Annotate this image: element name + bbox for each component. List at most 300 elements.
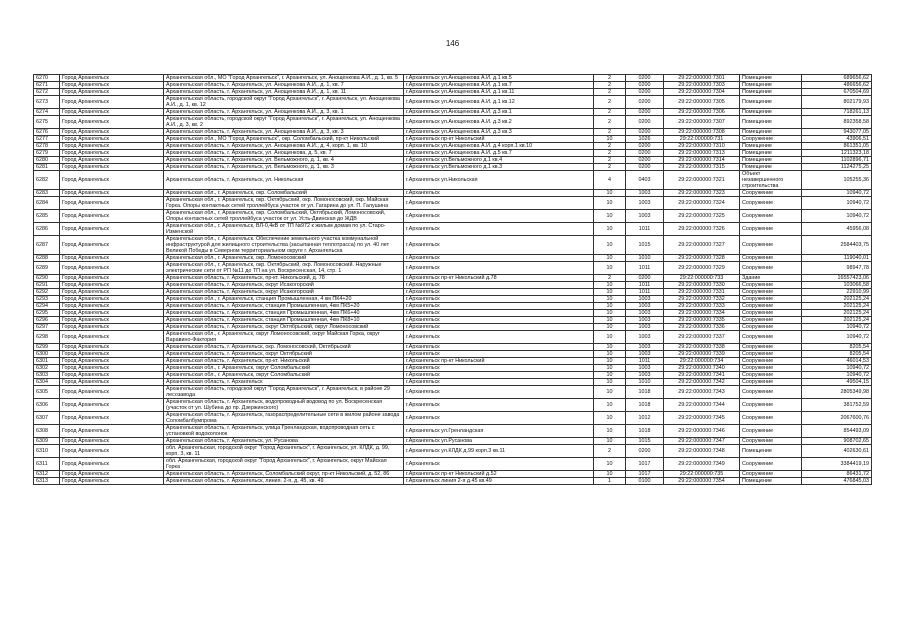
table-row [34, 438, 872, 445]
type-code-cell: 2 [594, 82, 626, 89]
short-address-cell: г.Архангельск [404, 324, 594, 331]
municipality-cell: Город Архангельск [60, 438, 164, 445]
row-number-cell: 6290 [34, 275, 60, 282]
full-address-cell: Архангельская обл., МО "Город Архангельск", г. Архангельск, ул. Анощенкова А.И., д. 1, кв. 5 [164, 75, 404, 82]
row-number-cell: 6303 [34, 372, 60, 379]
table-row [34, 282, 872, 289]
full-address-cell: Архангельская область, г. Архангельск, ул. Вельможного, д. 1, кв. 4 [164, 157, 404, 164]
full-address-cell: Архангельская область, г. Архангельск, газораспределительные сети в жилом районе завода Соломбалбумпрома [164, 412, 404, 425]
short-address-cell: г.Архангельск ул.Никольская [404, 171, 594, 190]
category-code-cell: 1003 [626, 210, 664, 223]
row-number-cell: 6285 [34, 210, 60, 223]
municipality-cell: Город Архангельск [60, 412, 164, 425]
cost-cell: 105255,36 [802, 171, 872, 190]
type-code-cell: 2 [594, 109, 626, 116]
cost-cell: 861351,05 [802, 143, 872, 150]
municipality-cell: Город Архангельск [60, 96, 164, 109]
type-code-cell: 10 [594, 412, 626, 425]
short-address-cell: г.Архангельск [404, 296, 594, 303]
full-address-cell: Архангельская область, г. Архангельск, ул. Вельможного, д. 1, кв. 3 [164, 164, 404, 171]
cadastral-number-cell: 29:22:000000:7332 [664, 296, 740, 303]
cadastral-number-cell: 29:22:000000:7334 [664, 310, 740, 317]
short-address-cell: г.Архангельск ул.Анощенкова А.И. д.5 кв.7 [404, 150, 594, 157]
short-address-cell: г.Архангельск пр-кт Никольский д.52 [404, 471, 594, 478]
row-number-cell: 6270 [34, 75, 60, 82]
full-address-cell: Архангельская обл., г. Архангельск, округ Ломоносовский, округ Майская Горка, округ Варавино-Фактория [164, 331, 404, 344]
row-number-cell: 6279 [34, 150, 60, 157]
cadastral-number-cell: 29:22:000000:7338 [664, 344, 740, 351]
cost-cell: 670504,69 [802, 89, 872, 96]
cadastral-number-cell: 29:22:000000:7346 [664, 425, 740, 438]
cost-cell: 10940,72 [802, 190, 872, 197]
full-address-cell: Архангельская область, г. Архангельск, округ Октябрьский [164, 351, 404, 358]
cadastral-number-cell: 29:22:000000:7310 [664, 143, 740, 150]
short-address-cell: г.Архангельск ул.Гренландская [404, 425, 594, 438]
full-address-cell: Архангельская обл., г. Архангельск, окр. Соломбальский, Октябрьский, Ломоносовский, Опоры контактных сетей троллейбуса участок от ул. Усть-Двинская до ЖДВ [164, 210, 404, 223]
object-type-cell: Помещение [740, 478, 802, 485]
object-type-cell: Сооружение [740, 303, 802, 310]
cost-cell: 718261,13 [802, 109, 872, 116]
category-code-cell: 1003 [626, 344, 664, 351]
type-code-cell: 10 [594, 223, 626, 236]
type-code-cell: 10 [594, 458, 626, 471]
short-address-cell: г.Архангельск ул.Вельможного д.1 кв.4 [404, 157, 594, 164]
municipality-cell: Город Архангельск [60, 262, 164, 275]
cadastral-number-cell: 29:22:000000:7324 [664, 197, 740, 210]
type-code-cell: 10 [594, 262, 626, 275]
full-address-cell: Архангельская область, г. Архангельск, линия. 2-я, д. 45, кв. 49 [164, 478, 404, 485]
object-type-cell: Сооружение [740, 386, 802, 399]
cadastral-number-cell: 29:22:000000:7301 [664, 75, 740, 82]
table-row [34, 351, 872, 358]
category-code-cell: 1003 [626, 190, 664, 197]
full-address-cell: Архангельская область, г. Архангельск [164, 379, 404, 386]
type-code-cell: 10 [594, 351, 626, 358]
type-code-cell: 10 [594, 438, 626, 445]
cadastral-number-cell: 29:22:000000:734 [664, 358, 740, 365]
short-address-cell: г.Архангельск ул.КЛДК д.99 корп.3 кв.11 [404, 445, 594, 458]
full-address-cell: Архангельская обл., г. Архангельск. Обеспечение земельного участка коммунальной инфраструктурой для жилищного строительства (засыпанная теплотрасса) по ул. 40 лет Великой Победы в Северном территориальном округе г. Архангельска [164, 236, 404, 255]
table-row [34, 372, 872, 379]
row-number-cell: 6308 [34, 425, 60, 438]
category-code-cell: 0200 [626, 116, 664, 129]
object-type-cell: Сооружение [740, 296, 802, 303]
table-row [34, 478, 872, 485]
row-number-cell: 6291 [34, 282, 60, 289]
short-address-cell: г.Архангельск [404, 236, 594, 255]
cost-cell: 892358,58 [802, 116, 872, 129]
cadastral-number-cell: 29:22:000000:7345 [664, 412, 740, 425]
object-type-cell: Помещение [740, 109, 802, 116]
cadastral-number-cell: 29:22:000000:7344 [664, 399, 740, 412]
category-code-cell: 1003 [626, 296, 664, 303]
category-code-cell: 1011 [626, 282, 664, 289]
type-code-cell: 2 [594, 150, 626, 157]
full-address-cell: Архангельская область, г. Архангельск, ул. Анощенкова, д. 5, кв. 7 [164, 150, 404, 157]
object-type-cell: Сооружение [740, 365, 802, 372]
category-code-cell: 0200 [626, 129, 664, 136]
table-row [34, 171, 872, 190]
row-number-cell: 6298 [34, 331, 60, 344]
table-row [34, 358, 872, 365]
municipality-cell: Город Архангельск [60, 399, 164, 412]
cadastral-number-cell: 29:22:000000:733 [664, 275, 740, 282]
table-row [34, 317, 872, 324]
object-type-cell: Сооружение [740, 471, 802, 478]
row-number-cell: 6297 [34, 324, 60, 331]
object-type-cell: Сооружение [740, 236, 802, 255]
type-code-cell: 2 [594, 89, 626, 96]
full-address-cell: Архангельская область, городской округ "Город Архангельск", г. Архангельск, ул. Анощенкова А.И., д. 1, кв. 12 [164, 96, 404, 109]
object-type-cell: Сооружение [740, 324, 802, 331]
type-code-cell: 1 [594, 478, 626, 485]
type-code-cell: 10 [594, 386, 626, 399]
object-type-cell: Помещение [740, 75, 802, 82]
municipality-cell: Город Архангельск [60, 379, 164, 386]
cost-cell: 1211323,18 [802, 150, 872, 157]
municipality-cell: Город Архангельск [60, 310, 164, 317]
object-type-cell: Сооружение [740, 136, 802, 143]
category-code-cell: 1010 [626, 379, 664, 386]
short-address-cell: г.Архангельск линия 2-я д.45 кв.49 [404, 478, 594, 485]
short-address-cell: г.Архангельск [404, 210, 594, 223]
table-row [34, 136, 872, 143]
cadastral-number-cell: 29:22:000000:7333 [664, 303, 740, 310]
municipality-cell: Город Архангельск [60, 136, 164, 143]
short-address-cell: г.Архангельск [404, 282, 594, 289]
cadastral-number-cell: 29:22:000000:7304 [664, 89, 740, 96]
type-code-cell: 10 [594, 236, 626, 255]
municipality-cell: Город Архангельск [60, 150, 164, 157]
row-number-cell: 6273 [34, 96, 60, 109]
full-address-cell: Архангельская обл., г. Архангельск, станция Промышленная, 4 км ПК4+20 [164, 296, 404, 303]
municipality-cell: Город Архангельск [60, 116, 164, 129]
municipality-cell: Город Архангельск [60, 75, 164, 82]
table-row [34, 164, 872, 171]
category-code-cell: 0403 [626, 171, 664, 190]
full-address-cell: Архангельская обл., г. Архангельск, окр. Октябрьский, окр. Ломоносовский. Наружные электрические сети от РП №11 до ТП на ул. Воскресенская, 14, стр. 1 [164, 262, 404, 275]
type-code-cell: 10 [594, 197, 626, 210]
cost-cell: 86431,72 [802, 471, 872, 478]
short-address-cell: г.Архангельск ул.Анощенкова А.И. д.1 кв.5 [404, 75, 594, 82]
cadastral-number-cell: 29:22:000000:7314 [664, 157, 740, 164]
municipality-cell: Город Архангельск [60, 386, 164, 399]
object-type-cell: Сооружение [740, 379, 802, 386]
row-number-cell: 6293 [34, 296, 60, 303]
cadastral-number-cell: 29:22:000000:7303 [664, 82, 740, 89]
cadastral-number-cell: 29:22:000000:7327 [664, 236, 740, 255]
cadastral-number-cell: 29:22:000000:7305 [664, 96, 740, 109]
category-code-cell: 1011 [626, 223, 664, 236]
type-code-cell: 10 [594, 296, 626, 303]
municipality-cell: Город Архангельск [60, 236, 164, 255]
full-address-cell: Архангельская область, городской округ "Город Архангельск", г. Архангельск, ул. Анощенкова А.И., д. 3, кв. 2 [164, 116, 404, 129]
category-code-cell: 1003 [626, 351, 664, 358]
full-address-cell: Архангельская область, г. Архангельск, ул. Никольская [164, 171, 404, 190]
row-number-cell: 6289 [34, 262, 60, 275]
table-row [34, 223, 872, 236]
object-type-cell: Сооружение [740, 458, 802, 471]
category-code-cell: 1015 [626, 236, 664, 255]
category-code-cell: 1003 [626, 372, 664, 379]
category-code-cell: 0200 [626, 96, 664, 109]
object-type-cell: Сооружение [740, 438, 802, 445]
cost-cell: 98947,78 [802, 262, 872, 275]
short-address-cell: г.Архангельск [404, 379, 594, 386]
table-row [34, 331, 872, 344]
full-address-cell: Архангельская обл., г. Архангельск, округ Соломбальский [164, 365, 404, 372]
object-type-cell: Сооружение [740, 210, 802, 223]
type-code-cell: 2 [594, 75, 626, 82]
object-type-cell: Сооружение [740, 399, 802, 412]
municipality-cell: Город Архангельск [60, 303, 164, 310]
cadastral-number-cell: 29:22:000000:7348 [664, 445, 740, 458]
cost-cell: 689656,62 [802, 75, 872, 82]
cost-cell: 10940,72 [802, 210, 872, 223]
registry-table [33, 74, 872, 485]
row-number-cell: 6274 [34, 109, 60, 116]
full-address-cell: Архангельская область, г. Архангельск, улица Гренландская, водопроводная сеть с установкой водоколонок [164, 425, 404, 438]
table-row [34, 386, 872, 399]
cost-cell: 3384419,19 [802, 458, 872, 471]
row-number-cell: 6304 [34, 379, 60, 386]
category-code-cell: 1017 [626, 471, 664, 478]
table-row [34, 116, 872, 129]
full-address-cell: Архангельская область, г. Архангельск, ул. Русанова [164, 438, 404, 445]
table-row [34, 150, 872, 157]
type-code-cell: 10 [594, 399, 626, 412]
cadastral-number-cell: 29:22:000000:7343 [664, 386, 740, 399]
full-address-cell: Архангельская обл., г. Архангельск, окр. Октябрьский, окр. Ломоносовский, окр. Майская Горка. Опоры контактных сетей троллейбуса участок от ул. Гагарина до ул. П. Галушина [164, 197, 404, 210]
row-number-cell: 6276 [34, 129, 60, 136]
category-code-cell: 1003 [626, 317, 664, 324]
full-address-cell: Архангельская область, городской округ "Город Архангельск", г. Архангельск, в районе 29 лесозавода [164, 386, 404, 399]
cadastral-number-cell: 29:22:000000:7349 [664, 458, 740, 471]
cadastral-number-cell: 29:22:000000:7339 [664, 351, 740, 358]
type-code-cell: 10 [594, 324, 626, 331]
table-row [34, 365, 872, 372]
category-code-cell: 1018 [626, 386, 664, 399]
object-type-cell: Сооружение [740, 425, 802, 438]
cost-cell: 202125,24 [802, 296, 872, 303]
municipality-cell: Город Архангельск [60, 478, 164, 485]
object-type-cell: Помещение [740, 143, 802, 150]
type-code-cell: 10 [594, 303, 626, 310]
type-code-cell: 10 [594, 379, 626, 386]
cadastral-number-cell: 29:22:000000:7331 [664, 289, 740, 296]
municipality-cell: Город Архангельск [60, 471, 164, 478]
object-type-cell: Помещение [740, 116, 802, 129]
type-code-cell: 10 [594, 358, 626, 365]
cadastral-number-cell: 29:22:000000:7326 [664, 223, 740, 236]
category-code-cell: 0200 [626, 157, 664, 164]
cost-cell: 854493,09 [802, 425, 872, 438]
row-number-cell: 6312 [34, 471, 60, 478]
category-code-cell: 1011 [626, 262, 664, 275]
municipality-cell: Город Архангельск [60, 324, 164, 331]
short-address-cell: г.Архангельск пр-кт Никольский [404, 136, 594, 143]
cost-cell: 381752,59 [802, 399, 872, 412]
type-code-cell: 4 [594, 171, 626, 190]
category-code-cell: 1003 [626, 331, 664, 344]
municipality-cell: Город Архангельск [60, 157, 164, 164]
category-code-cell: 1003 [626, 310, 664, 317]
full-address-cell: Архангельская обл., МО "Город Архангельск", окр. Соломбальский, пр-кт Никольский [164, 136, 404, 143]
category-code-cell: 1015 [626, 438, 664, 445]
object-type-cell: Помещение [740, 157, 802, 164]
municipality-cell: Город Архангельск [60, 425, 164, 438]
type-code-cell: 10 [594, 289, 626, 296]
cost-cell: 22910,99 [802, 289, 872, 296]
cost-cell: 8205,54 [802, 344, 872, 351]
full-address-cell: Архангельская область, г. Архангельск, водопроводный водовод по ул. Воскресенская (участок от ул. Шубина до пр. Дзержинского) [164, 399, 404, 412]
object-type-cell: Сооружение [740, 412, 802, 425]
full-address-cell: Архангельская область, г. Архангельск, ул. Анощенкова А.И., д. 1, кв. 11 [164, 89, 404, 96]
table-row [34, 262, 872, 275]
cost-cell: 202125,24 [802, 310, 872, 317]
municipality-cell: Город Архангельск [60, 164, 164, 171]
category-code-cell: 0200 [626, 275, 664, 282]
row-number-cell: 6278 [34, 143, 60, 150]
row-number-cell: 6275 [34, 116, 60, 129]
object-type-cell: Объект незавершенного строительства [740, 171, 802, 190]
cadastral-number-cell: 29:22:000000:7321 [664, 171, 740, 190]
full-address-cell: Архангельская область, г. Архангельск, станция Промышленная, 4км ПК8+10 [164, 317, 404, 324]
cost-cell: 2067600,76 [802, 412, 872, 425]
cost-cell: 402630,61 [802, 445, 872, 458]
table-row [34, 255, 872, 262]
category-code-cell: 0200 [626, 143, 664, 150]
full-address-cell: Архангельская область, г. Архангельск, округ Октябрьский, округ Ломоносовский [164, 324, 404, 331]
row-number-cell: 6300 [34, 351, 60, 358]
cost-cell: 43906,51 [802, 136, 872, 143]
full-address-cell: Архангельская область, г. Архангельск, станция Промышленная, 4км ПК5+20 [164, 303, 404, 310]
object-type-cell: Сооружение [740, 282, 802, 289]
cost-cell: 119040,01 [802, 255, 872, 262]
category-code-cell: 1003 [626, 303, 664, 310]
full-address-cell: обл. Архангельская, городской округ "Город Архангельск", г. Архангельск, округ Майская Горка [164, 458, 404, 471]
type-code-cell: 2 [594, 445, 626, 458]
type-code-cell: 2 [594, 275, 626, 282]
cost-cell: 10940,72 [802, 197, 872, 210]
category-code-cell: 1018 [626, 425, 664, 438]
row-number-cell: 6288 [34, 255, 60, 262]
type-code-cell: 10 [594, 282, 626, 289]
short-address-cell: г.Архангельск ул.Анощенкова А.И. д.3 кв.1 [404, 109, 594, 116]
full-address-cell: Архангельская обл., г. Архангельск, ВЛ-0,4кВ от ТП №972 к жилым домам по ул. Старо-Изменской [164, 223, 404, 236]
municipality-cell: Город Архангельск [60, 171, 164, 190]
type-code-cell: 10 [594, 317, 626, 324]
cadastral-number-cell: 29:22:000000:7336 [664, 324, 740, 331]
short-address-cell: г.Архангельск ул.Анощенкова А.И. д.1 кв.7 [404, 82, 594, 89]
type-code-cell: 10 [594, 344, 626, 351]
table-row [34, 109, 872, 116]
cost-cell: 2584403,75 [802, 236, 872, 255]
municipality-cell: Город Архангельск [60, 317, 164, 324]
short-address-cell: г.Архангельск [404, 365, 594, 372]
table-row [34, 289, 872, 296]
cost-cell: 1124275,25 [802, 164, 872, 171]
cadastral-number-cell: 29:22:000000:7323 [664, 190, 740, 197]
type-code-cell: 2 [594, 143, 626, 150]
row-number-cell: 6301 [34, 358, 60, 365]
full-address-cell: Архангельская область, г. Архангельск, Соломбальский округ, пр-кт Никольский, д. 52, 86 [164, 471, 404, 478]
full-address-cell: Архангельская обл., г. Архангельск, округ Соломбальский [164, 372, 404, 379]
object-type-cell: Сооружение [740, 289, 802, 296]
row-number-cell: 6287 [34, 236, 60, 255]
cadastral-number-cell: 29:22:000000:7330 [664, 282, 740, 289]
row-number-cell: 6281 [34, 164, 60, 171]
category-code-cell: 1011 [626, 358, 664, 365]
municipality-cell: Город Архангельск [60, 365, 164, 372]
row-number-cell: 6277 [34, 136, 60, 143]
cost-cell: 802179,93 [802, 96, 872, 109]
row-number-cell: 6292 [34, 289, 60, 296]
full-address-cell: Архангельская область, г. Архангельск, ул. Анощенкова А.И., д. 3, кв. 1 [164, 109, 404, 116]
type-code-cell: 10 [594, 425, 626, 438]
category-code-cell: 0100 [626, 478, 664, 485]
type-code-cell: 10 [594, 136, 626, 143]
municipality-cell: Город Архангельск [60, 129, 164, 136]
object-type-cell: Помещение [740, 150, 802, 157]
object-type-cell: Сооружение [740, 223, 802, 236]
cadastral-number-cell: 29:22:000000:7341 [664, 372, 740, 379]
category-code-cell: 0200 [626, 150, 664, 157]
cost-cell: 943077,05 [802, 129, 872, 136]
table-row [34, 143, 872, 150]
category-code-cell: 0200 [626, 82, 664, 89]
municipality-cell: Город Архангельск [60, 143, 164, 150]
table-row [34, 412, 872, 425]
full-address-cell: Архангельская обл., г. Архангельск, окр. Соломбальский [164, 190, 404, 197]
type-code-cell: 10 [594, 210, 626, 223]
page-number: 146 [445, 39, 460, 48]
cost-cell: 486656,62 [802, 82, 872, 89]
short-address-cell: г.Архангельск [404, 412, 594, 425]
row-number-cell: 6284 [34, 197, 60, 210]
short-address-cell: г.Архангельск [404, 255, 594, 262]
table-row [34, 89, 872, 96]
registry-table-body [34, 75, 872, 485]
category-code-cell: 1011 [626, 289, 664, 296]
short-address-cell: г.Архангельск [404, 190, 594, 197]
municipality-cell: Город Архангельск [60, 458, 164, 471]
type-code-cell: 2 [594, 164, 626, 171]
municipality-cell: Город Архангельск [60, 351, 164, 358]
category-code-cell: 1026 [626, 136, 664, 143]
row-number-cell: 6286 [34, 223, 60, 236]
cost-cell: 202125,24 [802, 303, 872, 310]
municipality-cell: Город Архангельск [60, 445, 164, 458]
short-address-cell: г.Архангельск [404, 310, 594, 317]
municipality-cell: Город Архангельск [60, 358, 164, 365]
object-type-cell: Помещение [740, 82, 802, 89]
cadastral-number-cell: 29:22:000000:7328 [664, 255, 740, 262]
short-address-cell: г.Архангельск ул.Анощенкова А.И. д.1 кв.11 [404, 89, 594, 96]
cost-cell: 2805349,98 [802, 386, 872, 399]
short-address-cell: г.Архангельск ул.Вельможного д.1 кв.3 [404, 164, 594, 171]
object-type-cell: Помещение [740, 129, 802, 136]
short-address-cell: г.Архангельск пр-кт Никольский [404, 358, 594, 365]
cost-cell: 46014,53 [802, 358, 872, 365]
short-address-cell: г.Архангельск [404, 372, 594, 379]
object-type-cell: Сооружение [740, 331, 802, 344]
table-row [34, 310, 872, 317]
short-address-cell: г.Архангельск [404, 386, 594, 399]
table-row [34, 399, 872, 412]
row-number-cell: 6305 [34, 386, 60, 399]
municipality-cell: Город Архангельск [60, 255, 164, 262]
